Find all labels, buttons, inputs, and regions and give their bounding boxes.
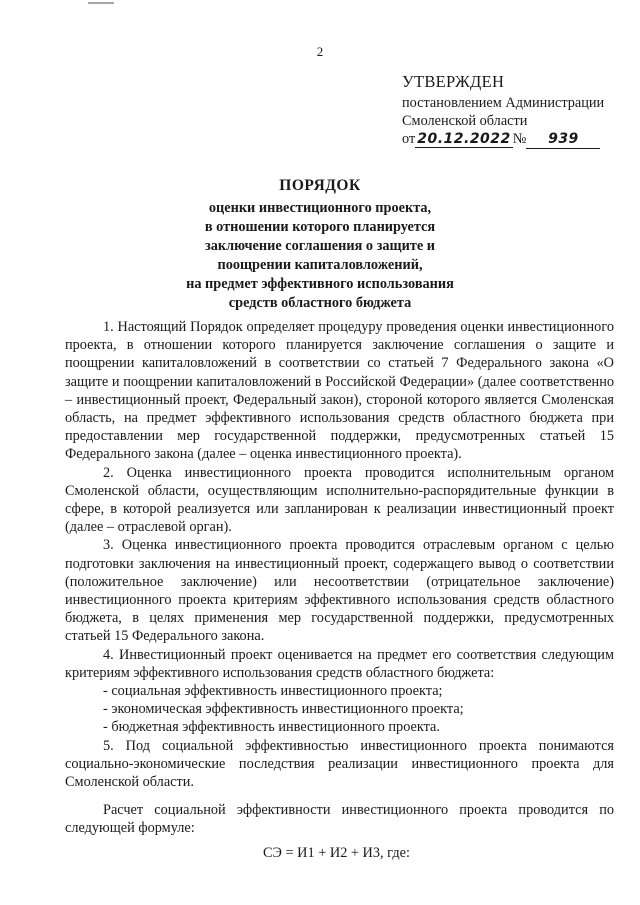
social-efficiency-formula: СЭ = И1 + И2 + И3, где: [263, 844, 410, 861]
document-body [65, 318, 614, 862]
paragraph-5: 5. Под социальной эффективностью инвестиционного проекта понимаются социально-экономические последствия реализации инвестиционного проекта для Смоленской области. [65, 737, 614, 791]
approval-title: УТВЕРЖДЕН [402, 72, 505, 91]
document-heading [0, 176, 640, 313]
criteria-item-economic: - экономическая эффективность инвестиционного проекта; [103, 701, 464, 718]
heading-line-6: средств областного бюджета [228, 295, 412, 311]
heading-line-2: в отношении которого планируется [204, 219, 436, 235]
handwritten-number: 939 [526, 130, 600, 149]
heading-line-5: на предмет эффективного использования [186, 276, 454, 292]
heading-title: ПОРЯДОК [279, 177, 361, 194]
calculation-intro: Расчет социальной эффективности инвестиционного проекта проводится по следующей формуле: [65, 802, 614, 837]
criteria-item-budget: - бюджетная эффективность инвестиционного проекта. [103, 719, 440, 736]
approval-date-line [402, 130, 634, 149]
paragraph-2: 2. Оценка инвестиционного проекта проводится исполнительным органом Смоленской области, осуществляющим исполнительно-распорядительные функции в сфере, в которой реализуется или запланирован к реализации инвестиционный проект (далее – отраслевой орган). [65, 464, 614, 536]
criteria-item-social: - социальная эффективность инвестиционного проекта; [103, 683, 443, 700]
paragraph-1: 1. Настоящий Порядок определяет процедуру проведения оценки инвестиционного проекта, в отношении которого планируется заключение соглашения о защите и поощрении капиталовложений в соответствии со статьей 7 Федерального закона «О защите и поощрении капиталовложений в Российской Федерации» (далее соответственно – инвестиционный проект, Федеральный закон), стороной которого является Смоленская область, на предмет эффективного использования средств областного бюджета при предоставлении мер государственной поддержки, предусмотренных статьей 15 Федерального закона (далее – оценка инвестиционного проекта). [65, 319, 614, 463]
paragraph-3: 3. Оценка инвестиционного проекта проводится отраслевым органом с целью подготовки заключения на инвестиционный проект, содержащего вывод о соответствии (положительное заключение) или несоответствии (отрицательное заключение) инвестиционного проекта критериям эффективного использования средств областного бюджета, в целях применения мер государственной поддержки, предусмотренных статьей 15 Федерального закона. [65, 537, 614, 645]
heading-line-1: оценки инвестиционного проекта, [208, 200, 432, 216]
approval-stamp-block [402, 72, 634, 149]
paragraph-4: 4. Инвестиционный проект оценивается на предмет его соответствия следующим критериям эффективного использования средств областного бюджета: [65, 646, 614, 681]
heading-line-3: заключение соглашения о защите и [204, 238, 436, 254]
handwritten-date: 20.12.2022 [417, 131, 511, 147]
approval-line-2: Смоленской области [402, 113, 528, 129]
page-number: 2 [316, 44, 324, 59]
heading-line-4: поощрении капиталовложений, [217, 257, 423, 273]
scan-artifact [88, 2, 114, 4]
number-label: № [512, 131, 527, 147]
approval-line-1: постановлением Администрации [402, 95, 605, 111]
from-label: от [402, 131, 416, 147]
